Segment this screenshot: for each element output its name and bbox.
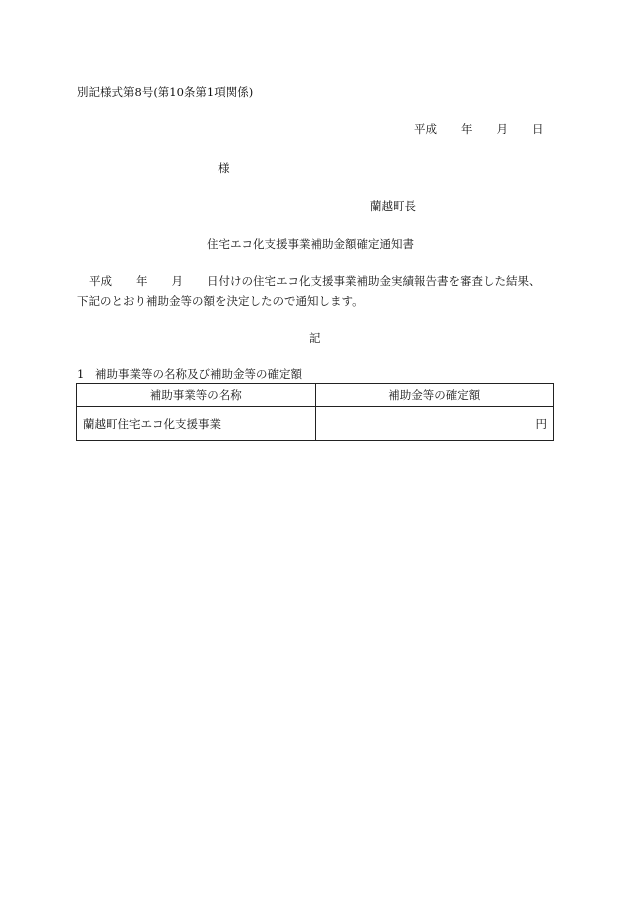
date-line [414,121,544,137]
document-title: 住宅エコ化支援事業補助金額確定通知書 [207,237,414,251]
table-row [77,407,554,441]
body-line-1-rest: 日付けの住宅エコ化支援事業補助金実績報告書を審査した結果、 [207,274,541,288]
body-line-1 [77,271,555,291]
table-header-amount: 補助金等の確定額 [315,384,554,407]
table-header-row [77,384,554,407]
body-era: 平成 [89,274,112,288]
ki-heading: 記 [309,331,321,345]
body-month: 月 [171,274,183,288]
sender: 蘭越町長 [370,199,416,213]
addressee-suffix: 様 [218,161,230,175]
table-header-name: 補助事業等の名称 [77,384,316,407]
date-year-unit: 年 [461,122,473,136]
body-year: 年 [136,274,148,288]
table-cell-name: 蘭越町住宅エコ化支援事業 [77,407,316,441]
date-month-unit: 月 [496,122,508,136]
body-text [77,271,555,311]
item-1-number: 1 [77,367,85,381]
result-table [76,383,554,441]
form-label: 別記様式第8号(第10条第1項関係) [77,85,254,99]
date-day-unit: 日 [532,122,544,136]
item-1-label: 補助事業等の名称及び補助金等の確定額 [95,367,302,381]
body-line-2: 下記のとおり補助金等の額を決定したので通知します。 [77,294,364,308]
date-era: 平成 [414,122,437,136]
item-1-heading [77,366,302,382]
table-cell-amount: 円 [315,407,554,441]
